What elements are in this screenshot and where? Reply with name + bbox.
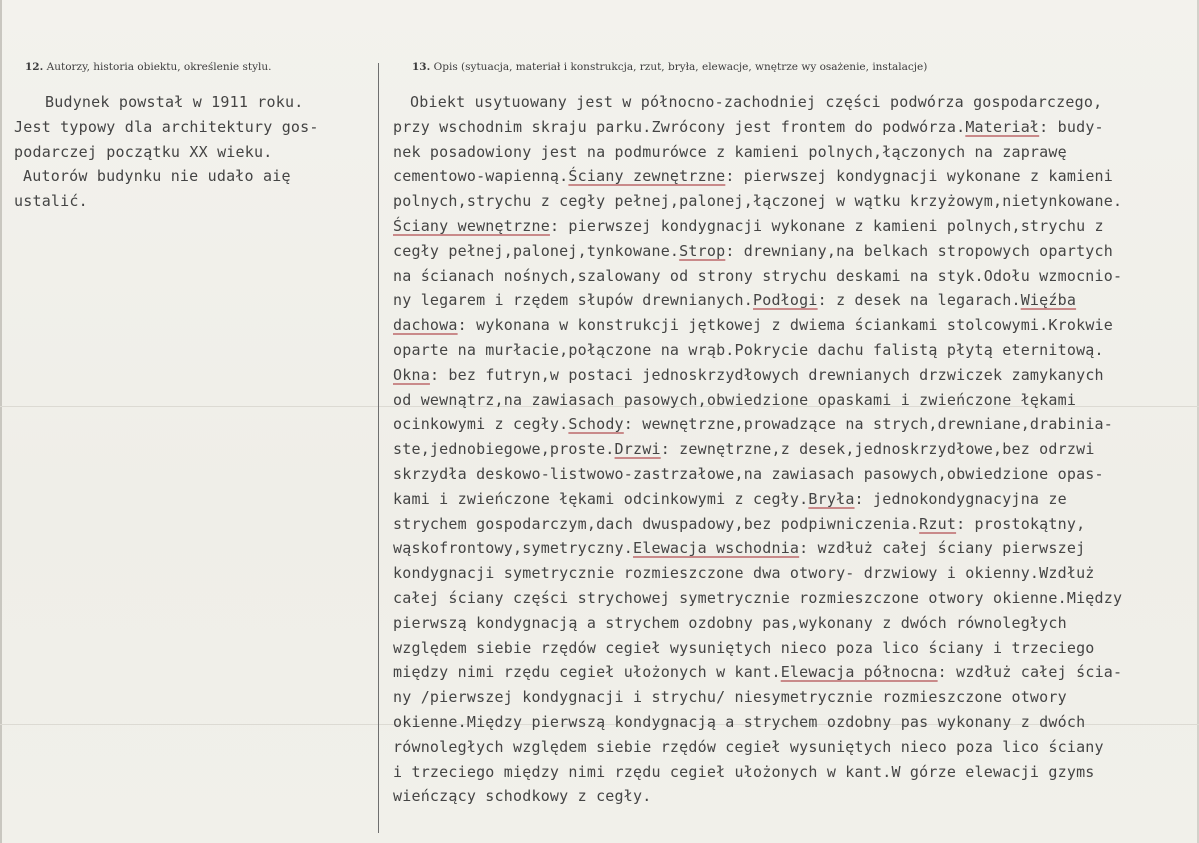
text-line (393, 264, 1183, 289)
text-segment: : drewniany,na belkach stropowych opartych (725, 241, 1114, 260)
text-segment: ste,jednobiegowe,proste. (393, 440, 615, 459)
text-line (393, 685, 1183, 710)
text-segment: względem siebie rzędów cegieł wysuniętych nieco poza lico ściany i trzeciego (393, 638, 1095, 657)
text-line: Jest typowy dla architektury gos- (14, 117, 319, 136)
text-segment: przy wschodnim skraju parku.Zwrócony jest frontem do podwórza. (393, 117, 966, 136)
text-line (393, 487, 1183, 512)
text-segment: : pierwszej kondygnacji wykonane z kamieni (725, 167, 1114, 186)
text-segment: polnych,strychu z cegły pełnej,palonej,łączonej w wątku krzyżowym,nietynkowane. (393, 192, 1123, 211)
section-12-body (14, 90, 369, 214)
text-line (393, 611, 1183, 636)
text-line: ustalić. (14, 192, 88, 211)
text-line (393, 363, 1183, 388)
text-line (393, 239, 1183, 264)
text-segment: okienne.Między pierwszą kondygnacją a strychem ozdobny pas wykonany z dwóch (393, 712, 1086, 731)
text-segment: i trzeciego między nimi rzędu cegieł ułożonych w kant.W górze elewacji gzyms (393, 762, 1095, 781)
text-line (393, 140, 1183, 165)
underlined-term: dachowa (393, 316, 458, 335)
text-segment: strychem gospodarczym,dach dwuspadowy,bez podpiwniczenia. (393, 514, 920, 533)
underlined-term: Schody (568, 415, 624, 434)
text-segment: : prostokątny, (956, 514, 1086, 533)
text-line: Budynek powstał w 1911 roku. (45, 93, 304, 111)
text-segment: : wzdłuż całej ściany pierwszej (799, 539, 1086, 558)
text-segment: : wykonana w konstrukcji jętkowej z dwiema ściankami stolcowymi.Krokwie (457, 316, 1114, 335)
text-line (393, 660, 1183, 685)
text-segment: : z desek na legarach. (817, 291, 1021, 310)
underlined-term: Ściany zewnętrzne (568, 167, 726, 186)
text-segment: oparte na murłacie,połączone na wrąb.Pokrycie dachu falistą płytą eternitową. (393, 340, 1104, 359)
underlined-term: Ściany wewnętrzne (393, 216, 550, 235)
text-segment: ny /pierwszej kondygnacji i strychu/ niesymetrycznie rozmieszczone otwory (393, 688, 1067, 707)
text-segment: ocinkowymi z cegły. (393, 415, 569, 434)
text-segment: na ścianach nośnych,szalowany od strony strychu deskami na styk.Odołu wzmocnio- (393, 266, 1123, 285)
text-line (393, 90, 1183, 115)
text-line (393, 710, 1183, 735)
underlined-term: Podłogi (753, 291, 818, 310)
text-line (393, 214, 1183, 239)
text-segment: : wewnętrzne,prowadzące na strych,drewniane,drabinia- (623, 415, 1114, 434)
text-segment: : wzdłuż całej ścia- (937, 663, 1123, 682)
text-segment: wieńczący schodkowy z cegły. (393, 787, 652, 806)
text-segment: kami i zwieńczone łękami odcinkowymi z cegły. (393, 489, 809, 508)
text-segment: nek posadowiony jest na podmurówce z kamieni polnych,łączonych na zaprawę (393, 142, 1067, 161)
page-edge-left (0, 0, 2, 843)
column-divider (378, 63, 379, 833)
text-line (393, 462, 1183, 487)
underlined-term: Bryła (808, 489, 855, 508)
text-segment: od wewnątrz,na zawiasach pasowych,obwiedzione opaskami i zwieńczone łękami (393, 390, 1077, 409)
text-line (393, 437, 1183, 462)
text-segment: ny legarem i rzędem słupów drewnianych. (393, 291, 753, 310)
text-line (393, 636, 1183, 661)
text-line (393, 735, 1183, 760)
underlined-term: Elewacja wschodnia (633, 539, 800, 558)
text-segment: : bez futryn,w postaci jednoskrzydłowych drewnianych drzwiczek zamykanych (429, 365, 1104, 384)
text-line (393, 512, 1183, 537)
text-segment: kondygnacji symetrycznie rozmieszczone dwa otwory- drzwiowy i okienny.Wzdłuż (393, 564, 1095, 583)
text-line (393, 561, 1183, 586)
text-line (393, 784, 1183, 809)
text-segment: : zewnętrzne,z desek,jednoskrzydłowe,bez odrzwi (660, 440, 1095, 459)
underlined-term: Strop (679, 241, 726, 260)
underlined-term: Więźba (1020, 291, 1077, 310)
section-12-number: 12. (25, 61, 44, 73)
text-segment: cementowo-wapienną. (393, 167, 569, 186)
text-segment: skrzydła deskowo-listwowo-zastrzałowe,na zawiasach pasowych,obwiedzione opas- (393, 464, 1104, 483)
text-segment: całej ściany części strychowej symetrycznie rozmieszczone otwory okienne.Między (393, 588, 1123, 607)
text-segment: między nimi rzędu cegieł ułożonych w kant. (393, 663, 781, 682)
section-13-number: 13. (412, 61, 431, 73)
text-line (393, 189, 1183, 214)
text-segment: wąskofrontowy,symetryczny. (393, 539, 633, 558)
underlined-term: Drzwi (614, 440, 661, 459)
text-line: podarczej początku XX wieku. (14, 142, 273, 161)
text-line (393, 115, 1183, 140)
underlined-term: Rzut (919, 514, 957, 533)
section-12-title: Autorzy, historia obiektu, określenie stylu. (46, 61, 272, 73)
section-13-title: Opis (sytuacja, materiał i konstrukcja, rzut, bryła, elewacje, wnętrze wy osażenie, instalacje) (433, 61, 928, 73)
text-line (393, 164, 1183, 189)
text-line (393, 412, 1183, 437)
text-line (393, 536, 1183, 561)
section-13-heading (412, 61, 927, 73)
text-segment: : pierwszej kondygnacji wykonane z kamieni polnych,strychu z (549, 216, 1104, 235)
text-line (393, 586, 1183, 611)
text-segment: : jednokondygnacyjna ze (854, 489, 1067, 508)
underlined-term: Materiał (965, 117, 1040, 136)
underlined-term: Okna (393, 365, 430, 384)
section-12-heading (25, 61, 271, 73)
text-segment: pierwszą kondygnacją a strychem ozdobny pas,wykonany z dwóch równoległych (393, 613, 1067, 632)
section-13-body (393, 90, 1183, 809)
text-line (393, 313, 1183, 338)
text-segment: cegły pełnej,palonej,tynkowane. (393, 241, 680, 260)
text-line (393, 288, 1183, 313)
text-segment: Obiekt usytuowany jest w północno-zachodniej części podwórza gospodarczego, (410, 93, 1103, 111)
text-line (393, 338, 1183, 363)
text-segment: : budy- (1039, 117, 1104, 136)
text-line: Autorów budynku nie udało aię (23, 167, 291, 186)
text-line (393, 388, 1183, 413)
underlined-term: Elewacja północna (780, 663, 938, 682)
text-segment: równoległych względem siebie rzędów cegieł wysuniętych nieco poza lico ściany (393, 737, 1104, 756)
text-line (393, 760, 1183, 785)
